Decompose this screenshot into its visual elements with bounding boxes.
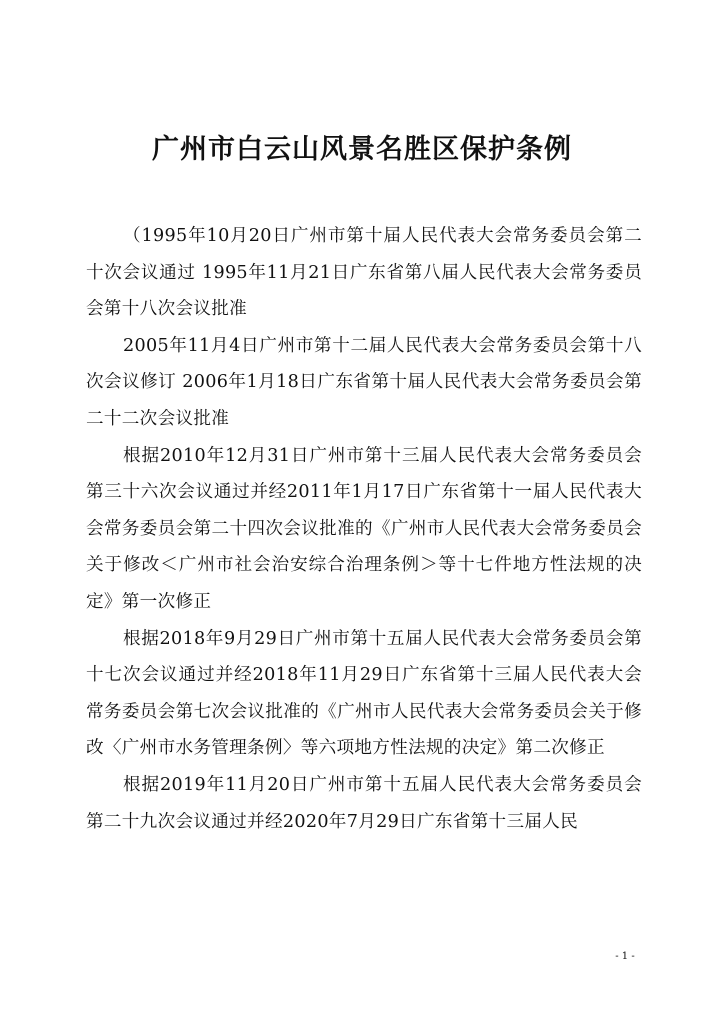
document-title: 广州市白云山风景名胜区保护条例: [152, 134, 572, 165]
paragraph-3: 根据2010年12月31日广州市第十三届人民代表大会常务委员会第三十六次会议通过并经2011年1月17日广东省第十一届人民代表大会常务委员会第二十四次会议批准的《广州市人民代表大会常务委员会关于修改＜广州市社会治安综合治理条例＞等十七件地方性法规的决定》第一次修正: [86, 445, 642, 612]
page-number: - 1 -: [615, 951, 635, 962]
document-body: [86, 218, 642, 840]
paragraph-4: 根据2018年9月29日广州市第十五届人民代表大会常务委员会第十七次会议通过并经2018年11月29日广东省第十三届人民代表大会常务委员会第七次会议批准的《广州市人民代表大会常务委员会关于修改〈广州市水务管理条例〉等六项地方性法规的决定》第二次修正: [86, 628, 642, 759]
paragraph-5: 根据2019年11月20日广州市第十五届人民代表大会常务委员会第二十九次会议通过并经2020年7月29日广东省第十三届人民: [86, 774, 642, 832]
paragraph-2: 2005年11月4日广州市第十二届人民代表大会常务委员会第十八次会议修订 2006年1月18日广东省第十届人民代表大会常务委员会第二十二次会议批准: [86, 335, 642, 429]
paragraph-1: （1995年10月20日广州市第十届人民代表大会常务委员会第二十次会议通过 1995年11月21日广东省第八届人民代表大会常务委员会第十八次会议批准: [86, 226, 642, 320]
